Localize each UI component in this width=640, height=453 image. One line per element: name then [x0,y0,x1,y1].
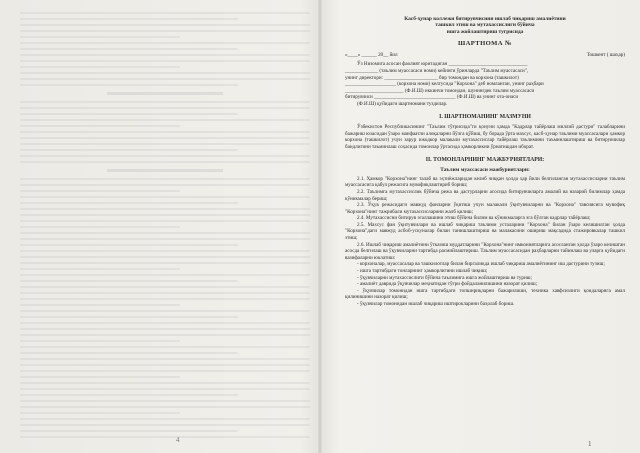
obligation-item: 2.1. Ҳамкор "Корхона"нинг талаб ва эҳтиёжларидан келиб чиққан ҳолда ҳар йили белгиланган мутахассисларни таълим муассасасига қабул режасига мувофиқлаштириб бориш; [345,175,625,189]
ghost-line [20,430,238,432]
ghost-line [20,424,310,426]
ghost-line [20,352,238,354]
obligation-item: 2.5. Махсус фан ўқитувчилари ва ишлаб чиқариш таълими усталарини "Корхона" билан ўзаро келишилган ҳолда "Корхона"даги мавжуд асбоб-ускуналар билан танишлаштириш ва малакасини ошириш мақсадида стажировкалар ташкил этиш; [345,221,625,242]
duty-bullet: - амалиёт даврида ўқувчилар меҳнатидан тўғри фойдаланилишини назорат қилиш; [357,281,538,288]
ghost-line [20,328,310,330]
ghost-line [20,310,310,312]
ghost-line [20,316,238,318]
ghost-line [20,292,310,294]
ghost-line [20,220,310,222]
ghost-line [20,36,180,38]
contract-date: «____» ______ 20__ йил [345,51,398,58]
ghost-line [20,101,310,103]
preamble-line: Ўз Низомига асосан фаолият юритадиган _______________________________ [357,61,528,68]
ghost-line [20,346,310,348]
ghost-line [20,196,310,198]
date-row [345,52,625,59]
ghost-line [20,143,310,145]
header-line-3: ишга жойлаштириш тугрисида [446,28,524,35]
ghost-line [20,24,310,26]
ghost-line [20,84,238,86]
ghost-line [20,286,310,288]
contract-city: Тошкент ( шаҳар) [586,51,625,58]
ghost-heading [107,92,223,95]
contract-page [345,16,625,446]
obligation-item: 2.3. Ўқув режасидаги мавжуд фанларни ўқитиш учун малакали ўқитувчиларни ва "Корхона" тавсиясига мувофиқ "Корхона"нинг тажрибали мутахассисларини жалб қилиш; [345,202,625,215]
ghost-line [20,125,180,127]
section-1-title: I. ШАРТНОМАНИНГ МАЗМУНИ [439,113,531,120]
ghost-line [20,322,310,324]
ghost-line [20,48,238,50]
preamble-line: (Ф.И.Ш) қуйидаги шартномани туздилар. [357,100,448,107]
ghost-line [20,119,310,121]
preamble-line: ____________________ (корхона номи) келгусида "Корхона" деб номланган, унинг раҳбари [345,81,544,88]
ghost-line [20,340,180,342]
ghost-line [20,178,310,180]
obligation-item: 2.6. Ишлаб чиқариш амалиётини ўтказиш муддатларини "Корхона"нинг имкониятларига асосланган ҳолда ўзаро келишган асосда белгилаш ва ўқувчиларни тартибда расмийлаштириш. Таълим муассасасидан раҳбарларни тайинлаш ва уларга қуйидаги вазифаларни юклатиш: [345,241,625,261]
ghost-line [20,184,310,186]
ghost-line [20,370,310,372]
ghost-heading [107,169,223,172]
ghost-line [20,66,180,68]
ghost-line [20,298,310,300]
header-line-1: Касб-ҳунар коллежи битирувчисини ишлаб чиқариш амалиётини [404,16,566,22]
obligation-item: 2.2. Таълимга мутахассислик бўйича режа ва дастурларни асосида битирувчиларга амалий ва назарий билимлар ҳамда кўникмалар бериш; [345,188,625,202]
ghost-line [20,60,310,62]
ghost-line [20,388,310,390]
ghost-line [20,155,310,157]
left-page-number: 4 [176,436,180,444]
preamble-line: битирувчиси ________________________________ (Ф.И.Ш) ва унинг ота-онаси [345,94,519,101]
ghost-line [20,161,310,163]
ghost-line [20,107,310,109]
ghost-line [20,400,310,402]
left-page-faded [20,12,310,442]
ghost-line [20,418,310,420]
obligation-item: 2.4. Мутахассисни битирув эгаллашини этиш бўйича билим ва кўникмаларга эга бўлган кадрлар тайёрлаш; [357,215,591,222]
ghost-line [20,54,310,56]
section-2-title: II. ТОМОНЛАРНИНГ МАЖБУРИЯТЛАРИ: [425,156,545,163]
ghost-line [20,274,310,276]
duty-bullet: - ўқувчиларни мутахассислиги бўйича таълимига ишга жойлаштириш ва туриш; [357,274,533,281]
ghost-line [20,244,238,246]
ghost-line [20,208,310,210]
ghost-line [20,382,310,384]
ghost-line [20,304,180,306]
page-fold [318,0,322,453]
preamble-line: _______________________ (Ф.И.Ш) иккинчи томондан, шунингдек таълим муассасаси [345,87,535,94]
ghost-line [20,364,310,366]
duty-bullet: - ўқувчилар томонидан ишлаб чиқариш иштирокларини баҳолаб бориш. [357,301,515,307]
ghost-line [20,238,310,240]
ghost-line [20,18,238,20]
duty-bullet: - ўқувчилар томонидан ишга тартибдаги топшириқларни бажарилиши, техника хавфсизлиги қоидаларига амал қилинишини назорат қилиш; [345,287,625,301]
ghost-line [20,214,310,216]
ghost-line [20,250,310,252]
ghost-line [20,12,310,14]
ghost-line [20,113,238,115]
ghost-line [20,358,310,360]
ghost-line [20,436,310,438]
ghost-line [20,280,238,282]
ghost-line [20,412,180,414]
ghost-line [20,334,310,336]
section-1-text: Ўзбекистон Республикасининг "Таълим тўғрисида"ги қонуни ҳамда "Кадрлар тайёрлаш миллий дастури" талабларини бажариш юзасидан ўзаро манфаатли алоқаларни йўлга қўйиш, бу борада ўрта махсус, касб-ҳунар таълими муассасалари ҳамкор корхона (ташкилот) учун зарур ижодкор малакали мутахассислар тайёрлаш таълимини таъминлаштириш ва битирувчилар бандлигини таъминлаш соҳасида томонлар ўртасида ҳамкорликни ўрнатишдан иборат. [345,124,625,150]
ghost-line [20,262,310,264]
ghost-line [20,376,180,378]
ghost-line [20,268,180,270]
preamble-line: _____________ (таълим муассасаси номи) кейинги ўринларда "Таълим муассасаси", [345,68,529,74]
duty-bullet: - ишга тартибдаги тонларнинг ҳамкорлигини ишлаб чиқиш; [357,268,488,275]
ghost-line [20,406,310,408]
ghost-line [20,30,310,32]
contract-title: ШАРТНОМА № [457,40,513,48]
ghost-line [20,137,310,139]
ghost-line [20,256,310,258]
ghost-line [20,78,310,80]
ghost-line [20,131,310,133]
ghost-line [20,394,238,396]
duty-bullet: - корхоналар, муассасалар ва ташкилотлар билан биргаликда ишлаб чиқариш амалиётининг иш дастурини тузиш; [357,261,605,268]
ghost-line [20,149,238,151]
ghost-line [20,72,310,74]
ghost-line [20,42,310,44]
ghost-line [20,190,180,192]
ghost-line [20,202,238,204]
ghost-line [20,232,310,234]
section-2-subtitle: Таълим муассасаси мажбуриятлари: [440,167,530,174]
preamble-line: унинг директори: _____________________ бир томондан ва корхона (ташкилот) [345,74,519,81]
header-line-2: ташкил этиш ва мутахассислиги бўйича [435,22,535,29]
ghost-line [20,226,180,228]
right-page-number: 1 [588,440,592,448]
